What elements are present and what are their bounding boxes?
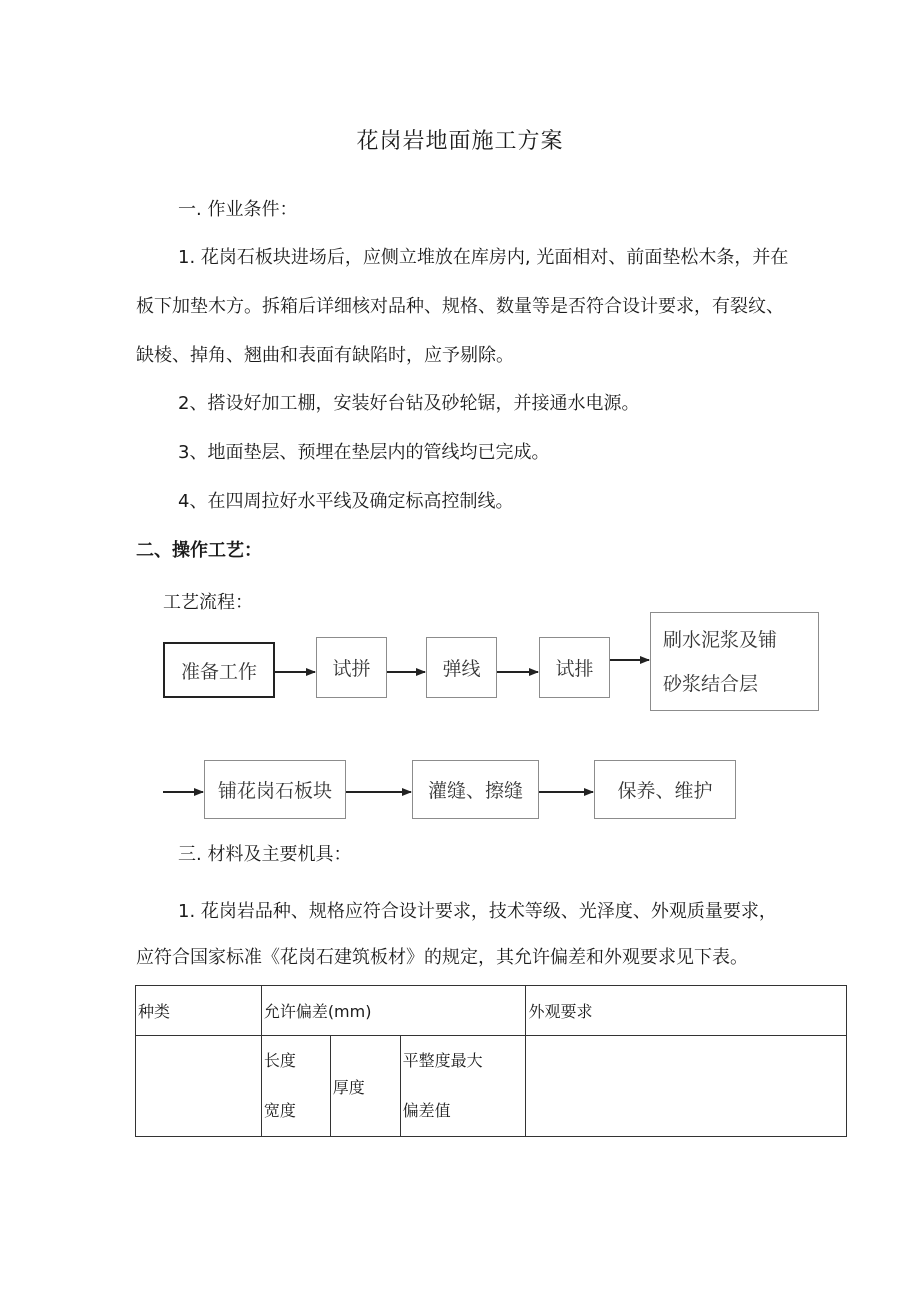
section3-item1-line1: 1. 花岗岩品种、规格应符合设计要求，技术等级、光泽度、外观质量要求， bbox=[178, 901, 777, 922]
section3-item1-line2: 应符合国家标准《花岗石建筑板材》的规定，其允许偏差和外观要求见下表。 bbox=[136, 947, 748, 968]
flow-step-trial-layout: 试排 bbox=[539, 637, 610, 698]
table-sub-length-width bbox=[261, 1036, 330, 1137]
table-cell-empty bbox=[136, 1036, 262, 1137]
section1-item3: 3、地面垫层、预埋在垫层内的管线均已完成。 bbox=[178, 442, 550, 463]
flow-step-mortar-line2: 砂浆结合层 bbox=[663, 672, 759, 695]
flow-label: 工艺流程： bbox=[163, 592, 253, 613]
flow-step-lay-granite: 铺花岗石板块 bbox=[204, 760, 346, 819]
page-title: 花岗岩地面施工方案 bbox=[356, 129, 564, 154]
table-header-appearance: 外观要求 bbox=[526, 986, 847, 1036]
section1-heading: 一. 作业条件： bbox=[178, 199, 298, 220]
flow-step-prepare: 准备工作 bbox=[163, 642, 275, 698]
table-sub-thickness: 厚度 bbox=[330, 1036, 400, 1137]
table-sub-flatness-line1: 平整度最大 bbox=[402, 1051, 483, 1070]
table-header-tolerance: 允许偏差(mm) bbox=[261, 986, 526, 1036]
table-sub-flatness-line2: 偏差值 bbox=[402, 1101, 451, 1120]
flow-step-trial-fit: 试拼 bbox=[316, 637, 387, 698]
table-header-type: 种类 bbox=[136, 986, 262, 1036]
table-sub-flatness bbox=[400, 1036, 526, 1137]
section1-item4: 4、在四周拉好水平线及确定标高控制线。 bbox=[178, 491, 514, 512]
section1-item1-line3: 缺棱、掉角、翘曲和表面有缺陷时，应予剔除。 bbox=[136, 345, 514, 366]
section1-item1-line1: 1. 花岗石板块进场后，应侧立堆放在库房内, 光面相对、前面垫松木条，并在 bbox=[178, 247, 789, 268]
table-cell-appearance-empty bbox=[526, 1036, 847, 1137]
flow-step-mortar-line1: 刷水泥浆及铺 bbox=[663, 628, 778, 651]
table-header-row bbox=[136, 986, 847, 1036]
table-sub-width: 宽度 bbox=[263, 1101, 296, 1120]
section3-heading: 三. 材料及主要机具： bbox=[178, 844, 352, 865]
flow-step-curing: 保养、维护 bbox=[594, 760, 736, 819]
flow-step-snap-line: 弹线 bbox=[426, 637, 497, 698]
flow-step-grout: 灌缝、擦缝 bbox=[412, 760, 539, 819]
section1-item2: 2、搭设好加工棚，安装好台钻及砂轮锯，并接通水电源。 bbox=[178, 393, 640, 414]
section2-heading: 二、操作工艺： bbox=[136, 540, 262, 561]
table-subheader-row bbox=[136, 1036, 847, 1137]
tolerance-table bbox=[135, 985, 847, 1137]
section1-item1-line2: 板下加垫木方。拆箱后详细核对品种、规格、数量等是否符合设计要求，有裂纹、 bbox=[136, 296, 784, 317]
table-sub-length: 长度 bbox=[263, 1051, 296, 1070]
